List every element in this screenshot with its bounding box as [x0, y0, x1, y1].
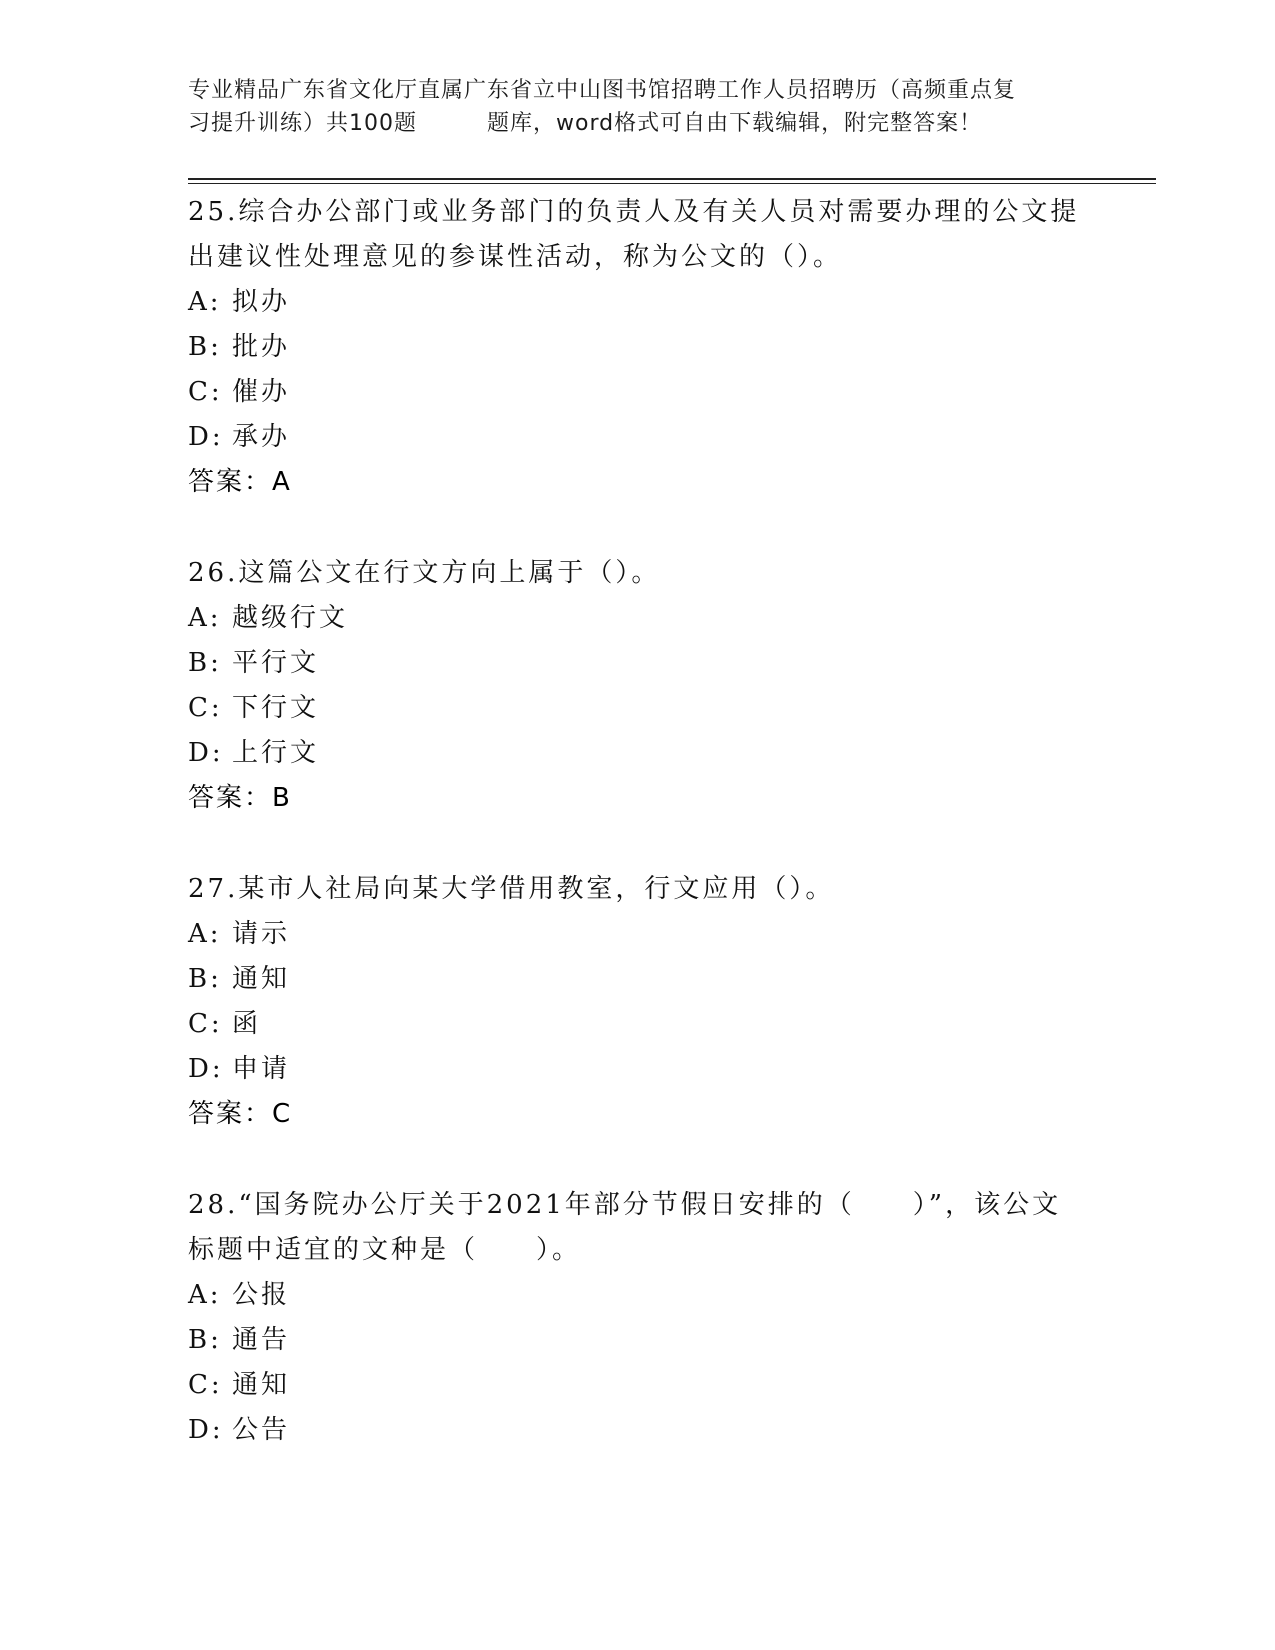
option-letter: A: — [188, 287, 222, 317]
option-text: 通知 — [232, 964, 291, 994]
option-text: 申请 — [232, 1054, 291, 1084]
option-b — [188, 957, 1088, 1002]
option-d — [188, 731, 1088, 776]
option-letter: C: — [188, 693, 223, 723]
option-c — [188, 370, 1088, 415]
option-b — [188, 641, 1088, 686]
question-stem: 25.综合办公部门或业务部门的负责人及有关人员对需要办理的公文提出建议性处理意见的参谋性活动，称为公文的（）。 — [188, 197, 1080, 272]
answer-line: 答案：A — [188, 467, 292, 497]
option-text: 公报 — [232, 1280, 291, 1310]
option-text: 通告 — [232, 1325, 291, 1355]
header-line-2-part-a: 习提升训练）共100题 — [188, 111, 417, 136]
option-c — [188, 1363, 1088, 1408]
option-text: 平行文 — [232, 648, 320, 678]
option-letter: A: — [188, 919, 222, 949]
option-b — [188, 1318, 1088, 1363]
option-text: 下行文 — [232, 693, 320, 723]
option-letter: B: — [188, 964, 222, 994]
option-text: 函 — [232, 1009, 262, 1039]
header-divider-thick — [188, 178, 1156, 180]
option-letter: A: — [188, 1280, 222, 1310]
option-d — [188, 415, 1088, 460]
option-b — [188, 325, 1088, 370]
option-letter: C: — [188, 1370, 223, 1400]
option-text: 批办 — [232, 332, 291, 362]
question-stem: 26.这篇公文在行文方向上属于（）。 — [188, 558, 661, 588]
option-letter: B: — [188, 332, 222, 362]
option-a — [188, 280, 1088, 325]
header-divider-thin — [188, 183, 1156, 184]
option-letter: D: — [188, 422, 224, 452]
option-text: 公告 — [232, 1415, 291, 1445]
option-text: 催办 — [232, 377, 291, 407]
option-a — [188, 1273, 1088, 1318]
question-stem: 27.某市人社局向某大学借用教室，行文应用（）。 — [188, 874, 835, 904]
option-d — [188, 1408, 1088, 1453]
answer-line: 答案：B — [188, 783, 292, 813]
question-26 — [188, 551, 1088, 821]
option-text: 通知 — [232, 1370, 291, 1400]
header-line-2 — [188, 107, 1088, 140]
header-line-1: 专业精品广东省文化厅直属广东省立中山图书馆招聘工作人员招聘历（高频重点复 — [188, 78, 1017, 103]
option-letter: B: — [188, 1325, 222, 1355]
option-d — [188, 1047, 1088, 1092]
option-letter: D: — [188, 738, 224, 768]
option-text: 承办 — [232, 422, 291, 452]
question-27 — [188, 867, 1088, 1137]
header-line-2-part-b: 题库，word格式可自由下载编辑，附完整答案！ — [487, 111, 983, 136]
option-letter: C: — [188, 377, 223, 407]
option-letter: C: — [188, 1009, 223, 1039]
question-28 — [188, 1183, 1088, 1453]
option-letter: B: — [188, 648, 222, 678]
option-text: 拟办 — [232, 287, 291, 317]
option-text: 上行文 — [232, 738, 320, 768]
option-text: 越级行文 — [232, 603, 349, 633]
question-list — [188, 190, 1088, 1499]
option-letter: D: — [188, 1054, 224, 1084]
question-stem: 28.“国务院办公厅关于2021年部分节假日安排的（ ）”，该公文标题中适宜的文种是（ ）。 — [188, 1190, 1062, 1265]
option-a — [188, 912, 1088, 957]
option-letter: A: — [188, 603, 222, 633]
answer-line: 答案：C — [188, 1099, 293, 1129]
question-25 — [188, 190, 1088, 505]
document-header — [188, 74, 1088, 140]
option-c — [188, 1002, 1088, 1047]
option-a — [188, 596, 1088, 641]
option-letter: D: — [188, 1415, 224, 1445]
option-c — [188, 686, 1088, 731]
option-text: 请示 — [232, 919, 291, 949]
